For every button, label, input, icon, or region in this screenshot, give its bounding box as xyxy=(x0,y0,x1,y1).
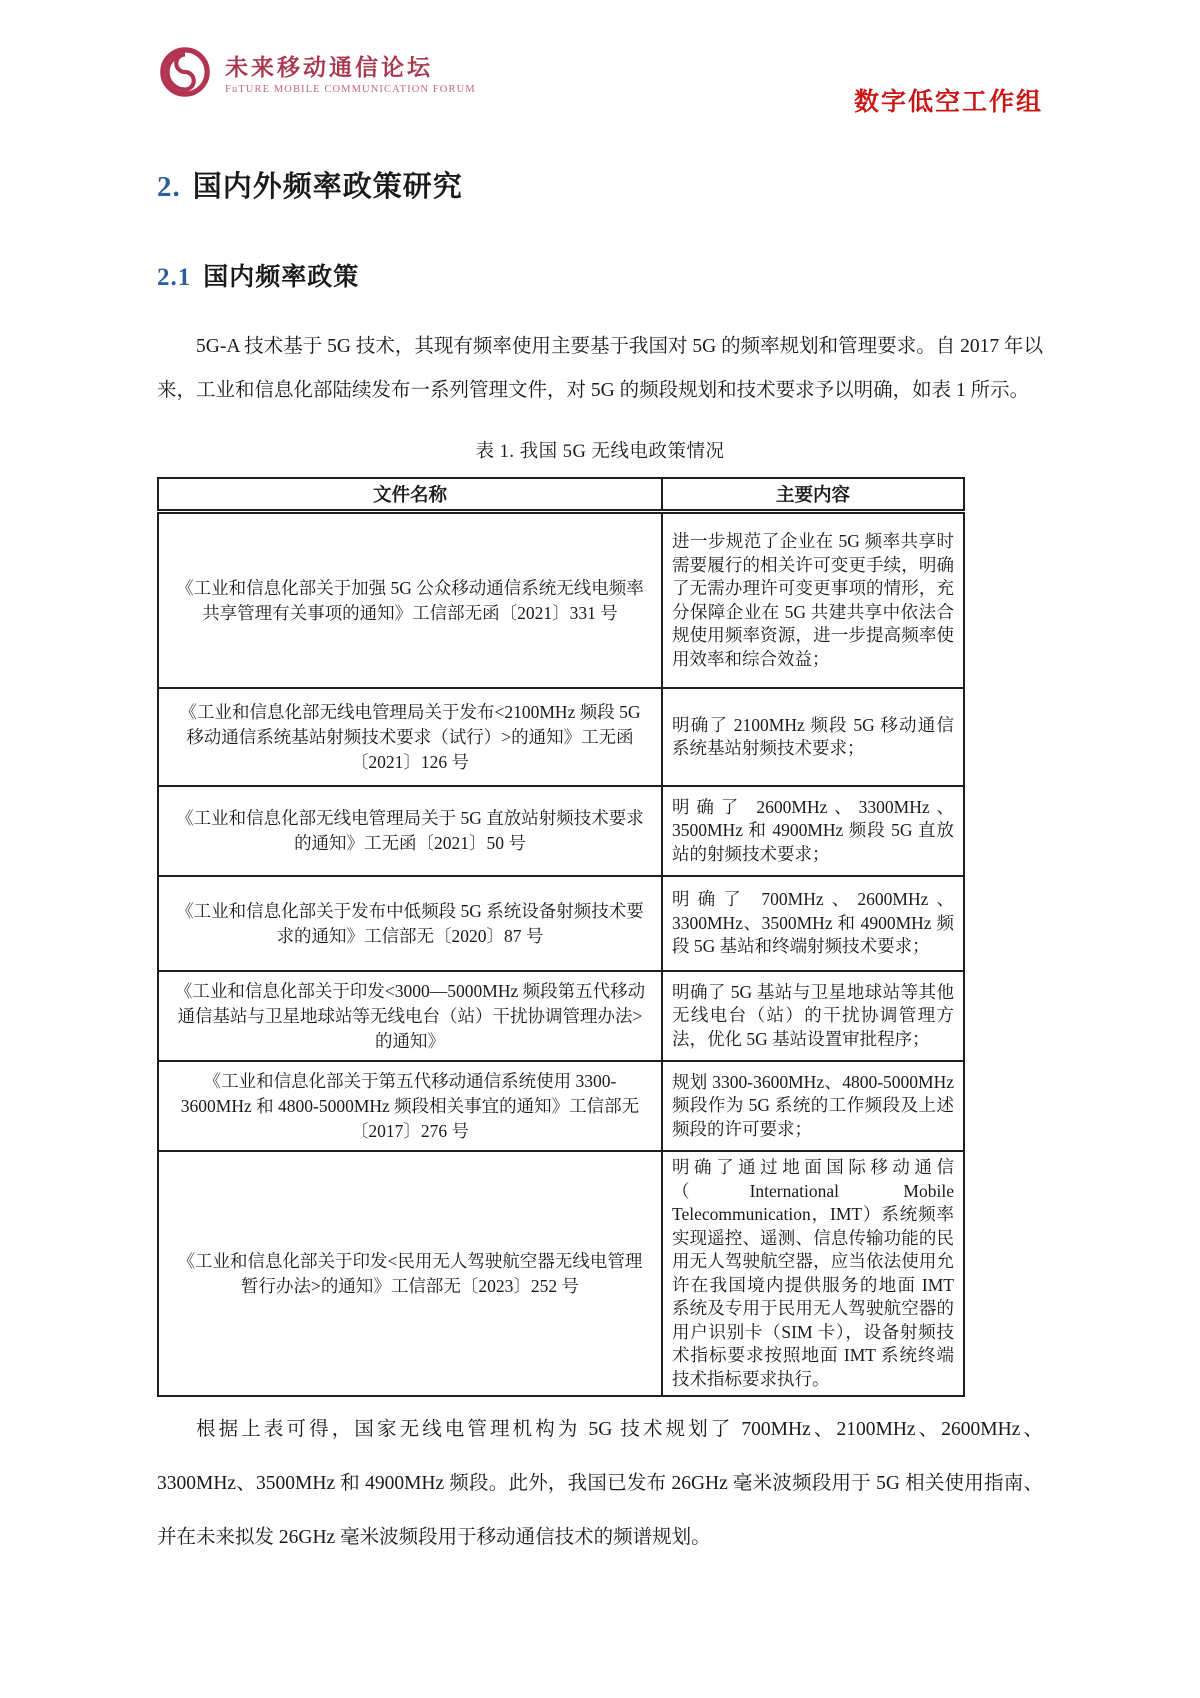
main-content-cell: 进一步规范了企业在 5G 频率共享时需要履行的相关许可变更手续，明确了无需办理许可变更事项的情形，充分保障企业在 5G 共建共享中依法合规使用频率资源，进一步提高频率使用效率和综合效益； xyxy=(662,512,964,689)
table-row xyxy=(158,786,964,876)
forum-logo-icon xyxy=(157,44,213,105)
forum-logo-title: 未来移动通信论坛 xyxy=(225,54,433,80)
forum-logo-subtitle: FuTURE MOBILE COMMUNICATION FORUM xyxy=(225,83,476,95)
subsection-title: 国内频率政策 xyxy=(203,264,360,291)
main-content-cell: 明确了 2600MHz、3300MHz、3500MHz 和 4900MHz 频段 5G 直放站的射频技术要求； xyxy=(662,786,964,876)
table-row xyxy=(158,1151,964,1396)
document-name-cell: 《工业和信息化部关于第五代移动通信系统使用 3300-3600MHz 和 4800-5000MHz 频段相关事宜的通知》工信部无〔2017〕276 号 xyxy=(158,1061,662,1151)
subsection-heading xyxy=(157,257,1043,293)
forum-logo-text xyxy=(225,55,476,95)
closing-paragraph: 根据上表可得，国家无线电管理机构为 5G 技术规划了 700MHz、2100MHz、2600MHz、3300MHz、3500MHz 和 4900MHz 频段。此外，我国已发布 26GHz 毫米波频段用于 5G 相关使用指南、并在未来拟发 26GHz 毫米波频段用于移动通信技术的频谱规划。 xyxy=(157,1419,1043,1548)
subsection-number: 2.1 xyxy=(157,264,192,291)
table-row xyxy=(158,688,964,786)
table-row xyxy=(158,971,964,1061)
page-header xyxy=(157,44,1043,118)
document-name-cell: 《工业和信息化部关于发布中低频段 5G 系统设备射频技术要求的通知》工信部无〔2020〕87 号 xyxy=(158,876,662,971)
forum-logo xyxy=(157,44,476,105)
section-title: 国内外频率政策研究 xyxy=(192,171,463,203)
document-name-cell: 《工业和信息化部关于印发<3000—5000MHz 频段第五代移动通信基站与卫星地球站等无线电台（站）干扰协调管理办法>的通知》 xyxy=(158,971,662,1061)
main-content-cell: 明确了 5G 基站与卫星地球站等其他无线电台（站）的干扰协调管理方法，优化 5G 基站设置审批程序； xyxy=(662,971,964,1061)
table-caption: 表 1. 我国 5G 无线电政策情况 xyxy=(475,442,725,462)
table-header-row xyxy=(158,478,964,512)
intro-paragraph: 5G-A 技术基于 5G 技术，其现有频率使用主要基于我国对 5G 的频率规划和管理要求。自 2017 年以来，工业和信息化部陆续发布一系列管理文件，对 5G 的频段规划和技术要求予以明确，如表 1 所示。 xyxy=(157,336,1043,401)
main-content-cell: 明确了通过地面国际移动通信（International Mobile Telecommunication，IMT）系统频率实现遥控、遥测、信息传输功能的民用无人驾驶航空器，应当依法使用允许在我国境内提供服务的地面 IMT 系统及专用于民用无人驾驶航空器的用户识别卡（SIM 卡），设备射频技术指标要求按照地面 IMT 系统终端技术指标要求执行。 xyxy=(662,1151,964,1396)
document-name-cell: 《工业和信息化部关于加强 5G 公众移动通信系统无线电频率共享管理有关事项的通知》工信部无函〔2021〕331 号 xyxy=(158,512,662,689)
main-content-cell: 明确了 700MHz、2600MHz、3300MHz、3500MHz 和 4900MHz 频段 5G 基站和终端射频技术要求； xyxy=(662,876,964,971)
table-row xyxy=(158,876,964,971)
policy-table xyxy=(157,477,965,1397)
section-number: 2. xyxy=(157,171,181,203)
table-row xyxy=(158,1061,964,1151)
document-name-cell: 《工业和信息化部无线电管理局关于发布<2100MHz 频段 5G 移动通信系统基站射频技术要求（试行）>的通知》工无函〔2021〕126 号 xyxy=(158,688,662,786)
main-content-cell: 规划 3300-3600MHz、4800-5000MHz 频段作为 5G 系统的工作频段及上述频段的许可要求； xyxy=(662,1061,964,1151)
document-name-cell: 《工业和信息化部无线电管理局关于 5G 直放站射频技术要求的通知》工无函〔2021〕50 号 xyxy=(158,786,662,876)
document-name-cell: 《工业和信息化部关于印发<民用无人驾驶航空器无线电管理暂行办法>的通知》工信部无〔2023〕252 号 xyxy=(158,1151,662,1396)
column-header-main-content: 主要内容 xyxy=(662,478,964,512)
section-heading xyxy=(157,164,1043,205)
workgroup-label: 数字低空工作组 xyxy=(853,89,1043,116)
main-content-cell: 明确了 2100MHz 频段 5G 移动通信系统基站射频技术要求； xyxy=(662,688,964,786)
table-row xyxy=(158,512,964,689)
column-header-document-name: 文件名称 xyxy=(158,478,662,512)
